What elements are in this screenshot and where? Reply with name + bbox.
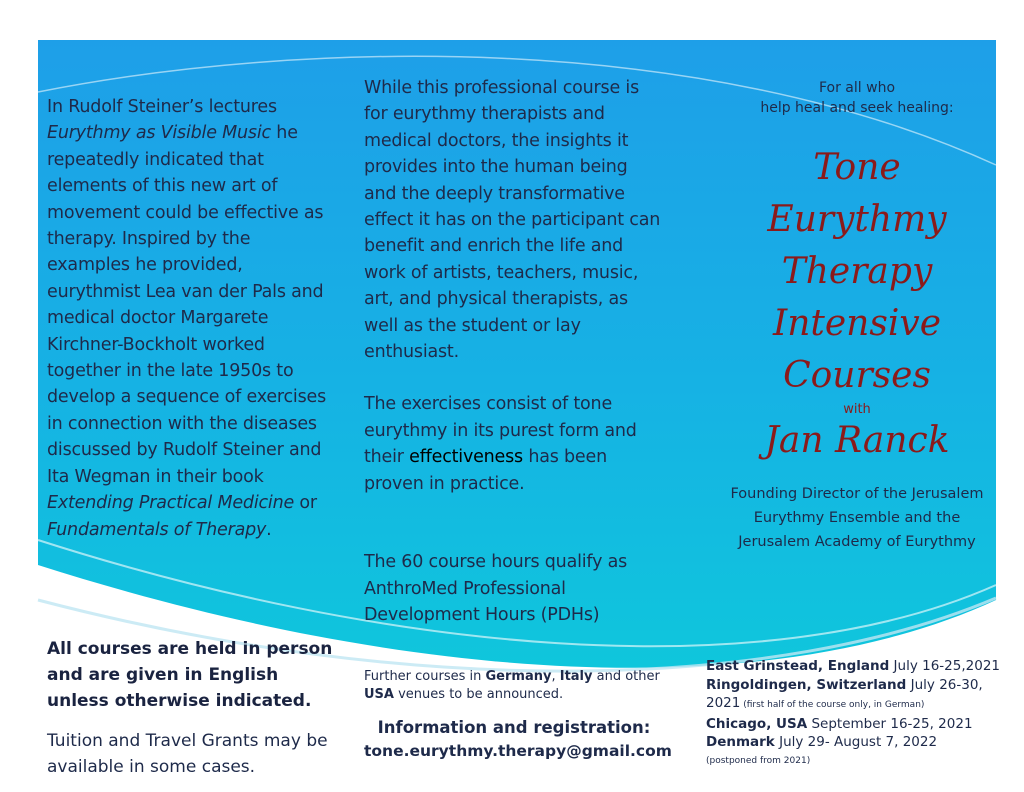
course-title — [722, 142, 992, 402]
text-span: , — [551, 669, 560, 684]
schedule-item — [706, 676, 1006, 715]
course-schedule — [706, 657, 1006, 770]
language-notice: All courses are held in person and are given in English unless otherwise indicated. — [47, 639, 333, 711]
text-span: In Rudolf Steiner’s lectures — [47, 97, 277, 117]
intro-paragraph — [47, 94, 332, 543]
dates: July 26-30, 2021 — [706, 676, 983, 711]
text-span: or — [294, 493, 317, 514]
book-title-alt: Fundamentals of Therapy — [47, 519, 267, 540]
postponed-note: (postponed from 2021) — [706, 755, 811, 766]
country-usa: USA — [364, 687, 394, 702]
intro-line-1: For all who — [818, 80, 896, 96]
title-line: Tone — [813, 147, 901, 188]
text-span: The exercises consist of tone eurythmy in its purest form and their — [364, 394, 637, 468]
schedule-item — [706, 715, 1006, 734]
registration-heading: Information and registration: — [377, 718, 651, 737]
dates: September 16-25, 2021 — [807, 715, 973, 732]
lecture-title: Eurythmy as Visible Music — [47, 123, 271, 144]
intro-line-2: help heal and seek healing: — [760, 100, 954, 116]
venue: Chicago, USA — [706, 715, 808, 732]
title-line: Therapy — [781, 251, 933, 292]
schedule-item — [706, 733, 1006, 752]
venue-note: (first half of the course only, in German) — [740, 700, 925, 710]
with-label: with — [843, 402, 871, 417]
exercises-paragraph — [364, 391, 664, 497]
venue: Denmark — [706, 734, 775, 750]
emphasis-word: effectiveness — [409, 447, 523, 468]
country-italy: Italy — [559, 669, 593, 684]
course-notice — [47, 636, 337, 780]
grants-notice: Tuition and Travel Grants may be available in some cases. — [47, 731, 328, 777]
middle-text-column — [364, 75, 664, 628]
further-courses — [364, 668, 674, 704]
venue: East Grinstead, England — [706, 658, 890, 674]
book-title: Extending Practical Medicine — [47, 493, 295, 514]
text-span: has been proven in practice. — [364, 447, 607, 494]
text-span: Further courses in — [364, 669, 486, 684]
country-germany: Germany — [485, 669, 552, 684]
dates: July 16-25,2021 — [889, 658, 1001, 674]
audience-paragraph: While this professional course is for eurythmy therapists and medical doctors, the insights it provides into the human being and the deeply transformative effect it has on the participant can benefit and enrich the life and work of artists, teachers, music, art, and physical therapists, as well as the student or lay enthusiast. — [364, 78, 661, 363]
dates: July 29- August 7, 2022 — [774, 734, 938, 750]
venue: Ringoldingen, Switzerland — [706, 676, 907, 693]
title-line: Intensive — [773, 303, 941, 344]
title-column — [722, 78, 992, 554]
text-span: and other — [592, 669, 660, 684]
text-span: . — [266, 519, 272, 540]
instructor-credentials: Founding Director of the Jerusalem Eurythmy Ensemble and the Jerusalem Academy of Eurythmy — [730, 486, 984, 550]
instructor-name: Jan Ranck — [764, 420, 950, 461]
contact-email-link[interactable]: tone.eurythmy.therapy@gmail.com — [364, 742, 672, 760]
registration-info — [364, 668, 674, 762]
intro-text-column — [47, 94, 332, 543]
title-line: Eurythmy — [767, 199, 947, 240]
title-line: Courses — [783, 355, 931, 396]
schedule-item — [706, 657, 1006, 676]
text-span: he repeatedly indicated that elements of this new art of movement could be effective as therapy. Inspired by the examples he provided, eurythmist Lea van der Pals and medical doctor Margarete Kirchner-Bockholt worked together in the late 1950s to develop a sequence of exercises in connection with the diseases discussed by Rudolf Steiner and Ita Wegman in their book — [47, 123, 326, 487]
text-span: venues to be announced. — [393, 687, 564, 702]
pdh-paragraph: The 60 course hours qualify as AnthroMed Professional Development Hours (PDHs) — [364, 552, 628, 625]
